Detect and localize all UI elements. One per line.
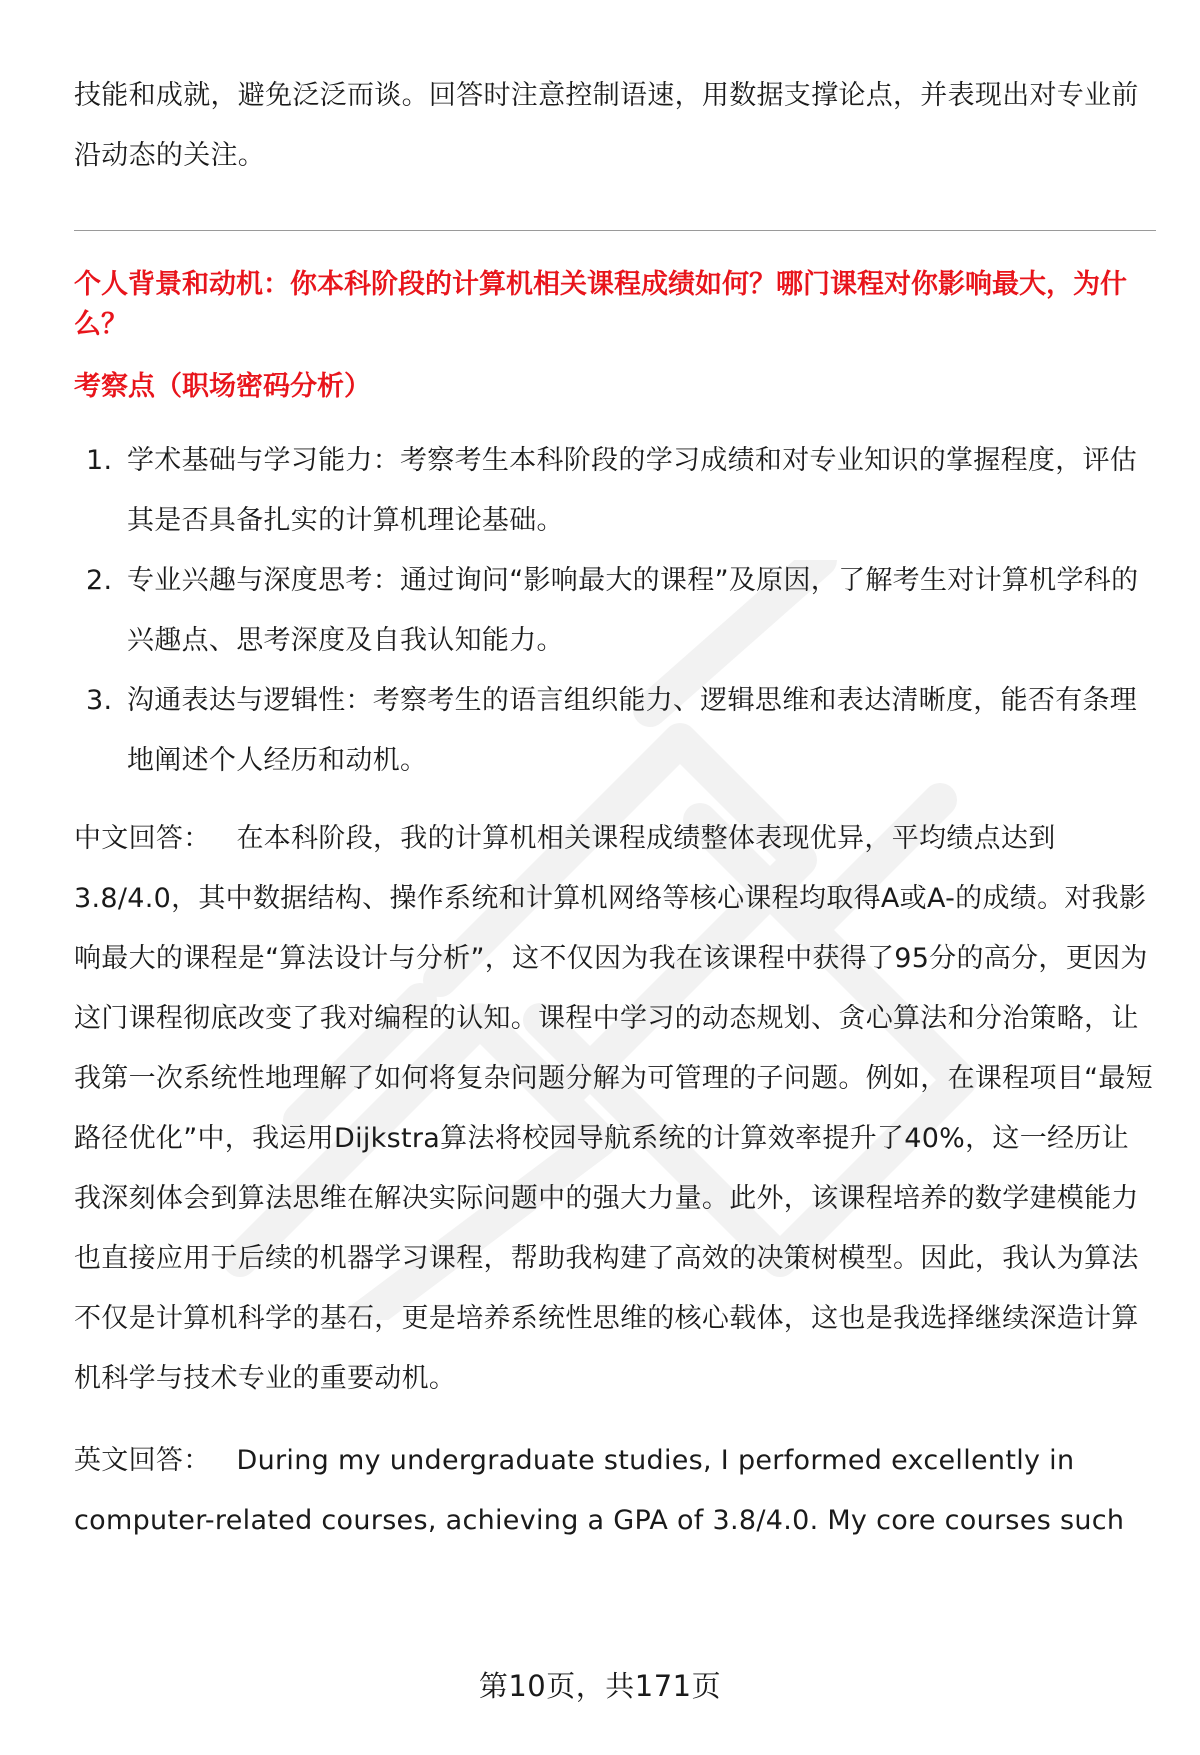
list-item-text: 专业兴趣与深度思考：通过询问“影响最大的课程”及原因，了解考生对计算机学科的兴趣点、思考深度及自我认知能力。: [127, 565, 1139, 656]
chinese-answer-text: 在本科阶段，我的计算机相关课程成绩整体表现优异，平均绩点达到3.8/4.0，其中数据结构、操作系统和计算机网络等核心课程均取得A或A-的成绩。对我影响最大的课程是“算法设计与分析”，这不仅因为我在该课程中获得了95分的高分，更因为这门课程彻底改变了我对编程的认知。课程中学习的动态规划、贪心算法和分治策略，让我第一次系统性地理解了如何将复杂问题分解为可管理的子问题。例如，在课程项目“最短路径优化”中，我运用Dijkstra算法将校园导航系统的计算效率提升了40%，这一经历让我深刻体会到算法思维在解决实际问题中的强大力量。此外，该课程培养的数学建模能力也直接应用于后续的机器学习课程，帮助我构建了高效的决策树模型。因此，我认为算法不仅是计算机科学的基石，更是培养系统性思维的核心载体，这也是我选择继续深造计算机科学与技术专业的重要动机。: [74, 823, 1153, 1394]
english-answer-label: 英文回答：: [74, 1445, 211, 1476]
section-divider: [74, 230, 1156, 231]
chinese-answer-label: 中文回答：: [74, 823, 211, 854]
list-number: 1.: [86, 445, 113, 476]
page-number-footer: 第10页，共171页: [478, 1669, 722, 1703]
english-answer-text: During my undergraduate studies, I performed excellently in computer-related courses, achieving a GPA of 3.8/4.0. My core courses such: [74, 1445, 1125, 1536]
english-answer-paragraph: [74, 1431, 1156, 1551]
question-title: 个人背景和动机：你本科阶段的计算机相关课程成绩如何？哪门课程对你影响最大，为什么？: [74, 269, 1127, 340]
list-item-text: 沟通表达与逻辑性：考察考生的语言组织能力、逻辑思维和表达清晰度，能否有条理地阐述个人经历和动机。: [127, 685, 1138, 776]
list-number: 2.: [86, 565, 113, 596]
assessment-label: 考察点（职场密码分析）: [74, 371, 371, 402]
document-page: [74, 66, 1156, 1551]
list-item-text: 学术基础与学习能力：考察考生本科阶段的学习成绩和对专业知识的掌握程度，评估其是否具备扎实的计算机理论基础。: [127, 445, 1138, 536]
assessment-point-3: [74, 671, 1156, 791]
list-number: 3.: [86, 685, 113, 716]
assessment-points-list: [74, 431, 1156, 791]
chinese-answer-paragraph: [74, 809, 1156, 1409]
intro-paragraph: 技能和成就，避免泛泛而谈。回答时注意控制语速，用数据支撑论点，并表现出对专业前沿动态的关注。: [74, 80, 1139, 171]
assessment-point-1: [74, 431, 1156, 551]
assessment-point-2: [74, 551, 1156, 671]
